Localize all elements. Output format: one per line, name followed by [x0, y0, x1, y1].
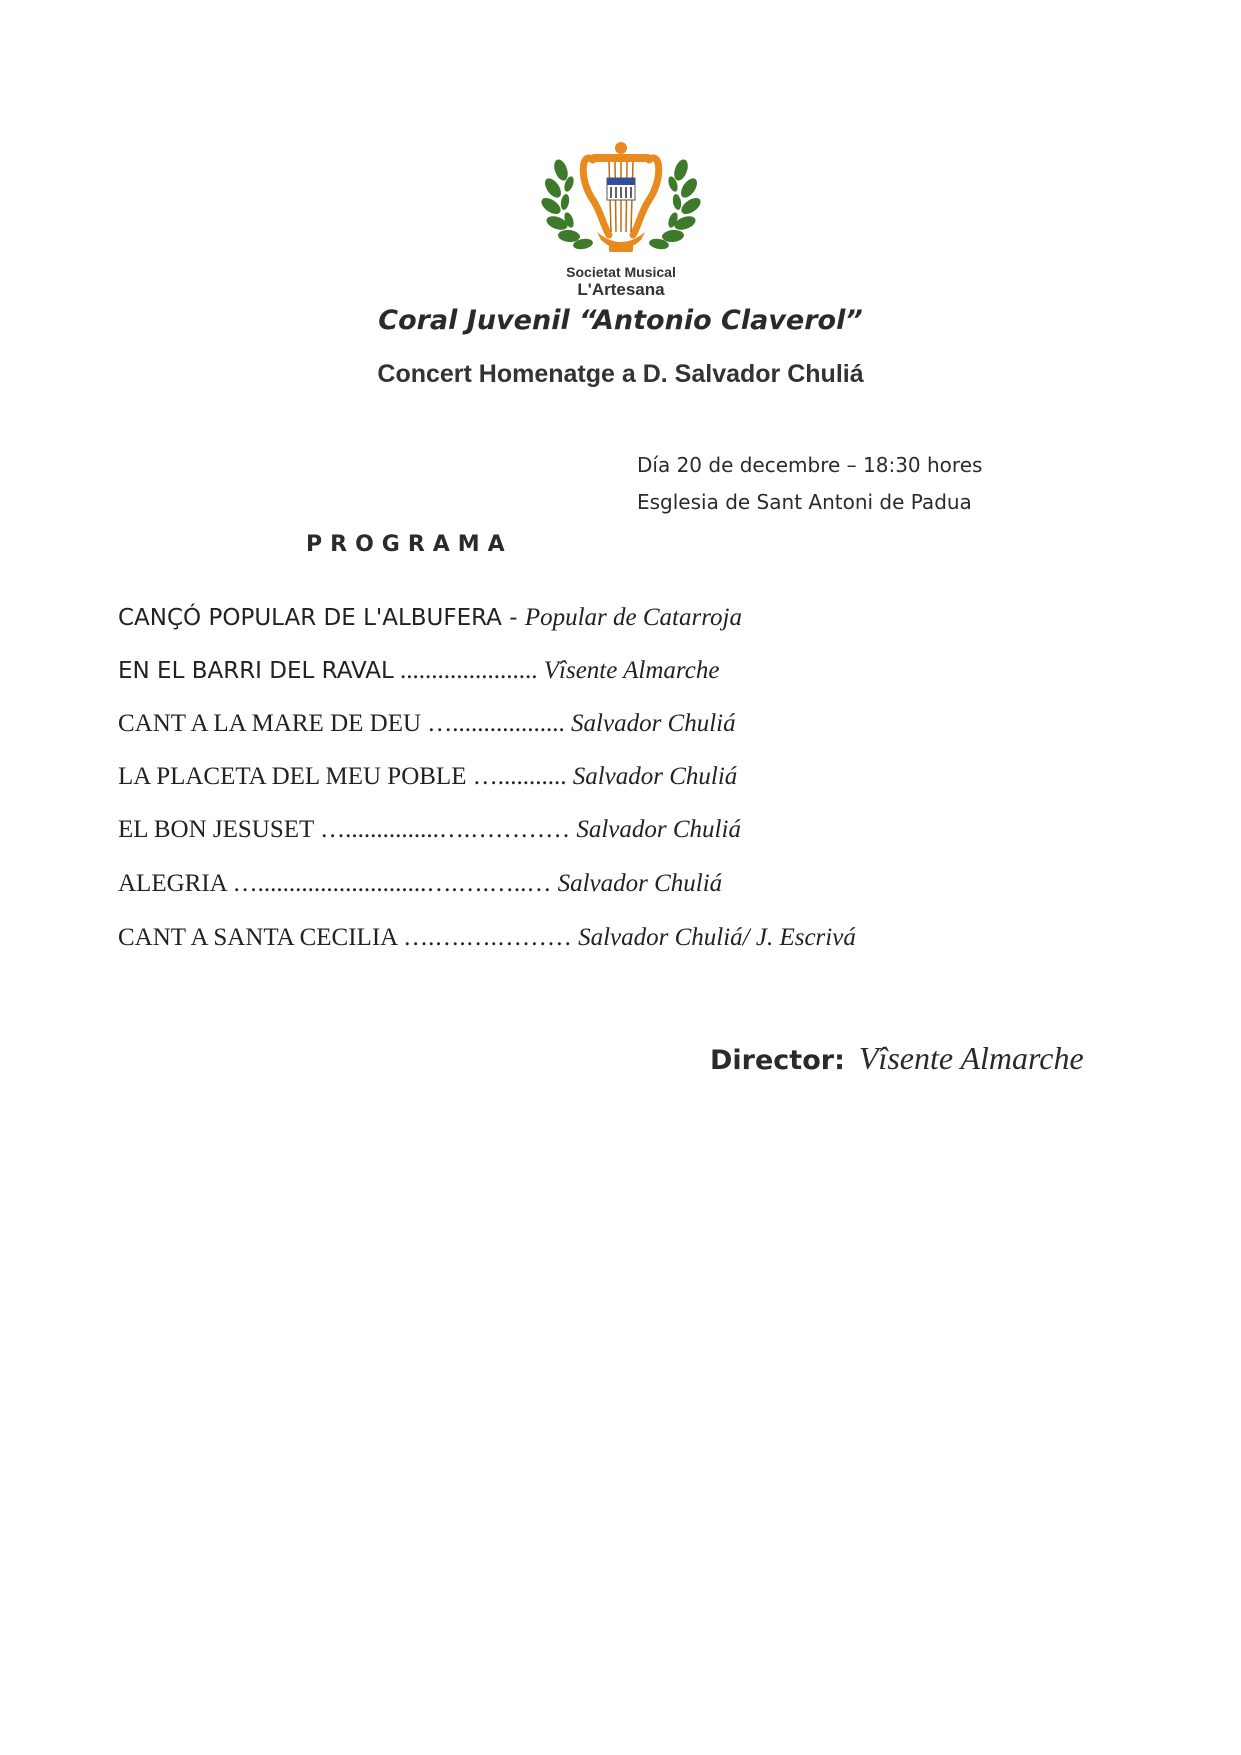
- event-date: Día 20 de decembre – 18:30 hores: [637, 453, 983, 477]
- piece-composer: Vîsente Almarche: [543, 657, 720, 684]
- piece-composer: Salvador Chuliá: [572, 763, 738, 790]
- piece-title: EN EL BARRI DEL RAVAL: [118, 658, 394, 684]
- society-logo: [531, 140, 711, 302]
- logo-text-line1: Societat Musical: [566, 264, 676, 280]
- piece-title: EL BON JESUSET: [118, 816, 314, 843]
- director-label: Director:: [710, 1045, 845, 1076]
- director-line: [710, 1040, 1084, 1077]
- program-item: [118, 604, 742, 632]
- piece-separator: …..................: [421, 710, 572, 737]
- piece-composer: Salvador Chuliá: [571, 710, 736, 737]
- concert-subtitle: Concert Homenatge a D. Salvador Chuliá: [377, 360, 864, 388]
- piece-title: ALEGRIA: [118, 870, 227, 897]
- piece-separator: ….….….………: [396, 924, 579, 951]
- piece-separator: …...............….…………: [313, 816, 577, 843]
- event-venue: Esglesia de Sant Antoni de Padua: [637, 490, 972, 514]
- piece-composer: Popular de Catarroja: [524, 604, 742, 631]
- program-item: [118, 816, 741, 844]
- piece-title: CANT A SANTA CECILIA: [118, 924, 397, 951]
- logo-text-line2: L'Artesana: [577, 280, 665, 299]
- piece-separator: ......................: [393, 657, 544, 684]
- program-item: [118, 710, 736, 738]
- program-item: [118, 924, 856, 952]
- piece-separator: …...........................….….…..…: [226, 870, 558, 897]
- choir-title: Coral Juvenil “Antonio Claverol”: [378, 305, 863, 336]
- piece-composer: Salvador Chuliá/ J. Escrivá: [578, 924, 856, 951]
- piece-composer: Salvador Chuliá: [576, 816, 741, 843]
- program-item: [118, 657, 719, 685]
- lyre-emblem-icon: [531, 140, 711, 264]
- program-item: [118, 763, 737, 791]
- piece-composer: Salvador Chuliá: [557, 870, 723, 897]
- program-heading: PROGRAMA: [306, 532, 513, 557]
- piece-title: CANT A LA MARE DE DEU: [118, 710, 422, 737]
- piece-separator: -: [501, 605, 525, 631]
- director-name: Vîsente Almarche: [858, 1040, 1084, 1076]
- piece-title: LA PLACETA DEL MEU POBLE: [118, 763, 467, 790]
- piece-title: CANÇÓ POPULAR DE L'ALBUFERA: [118, 605, 502, 631]
- program-item: [118, 870, 722, 898]
- piece-separator: …...........: [466, 763, 573, 790]
